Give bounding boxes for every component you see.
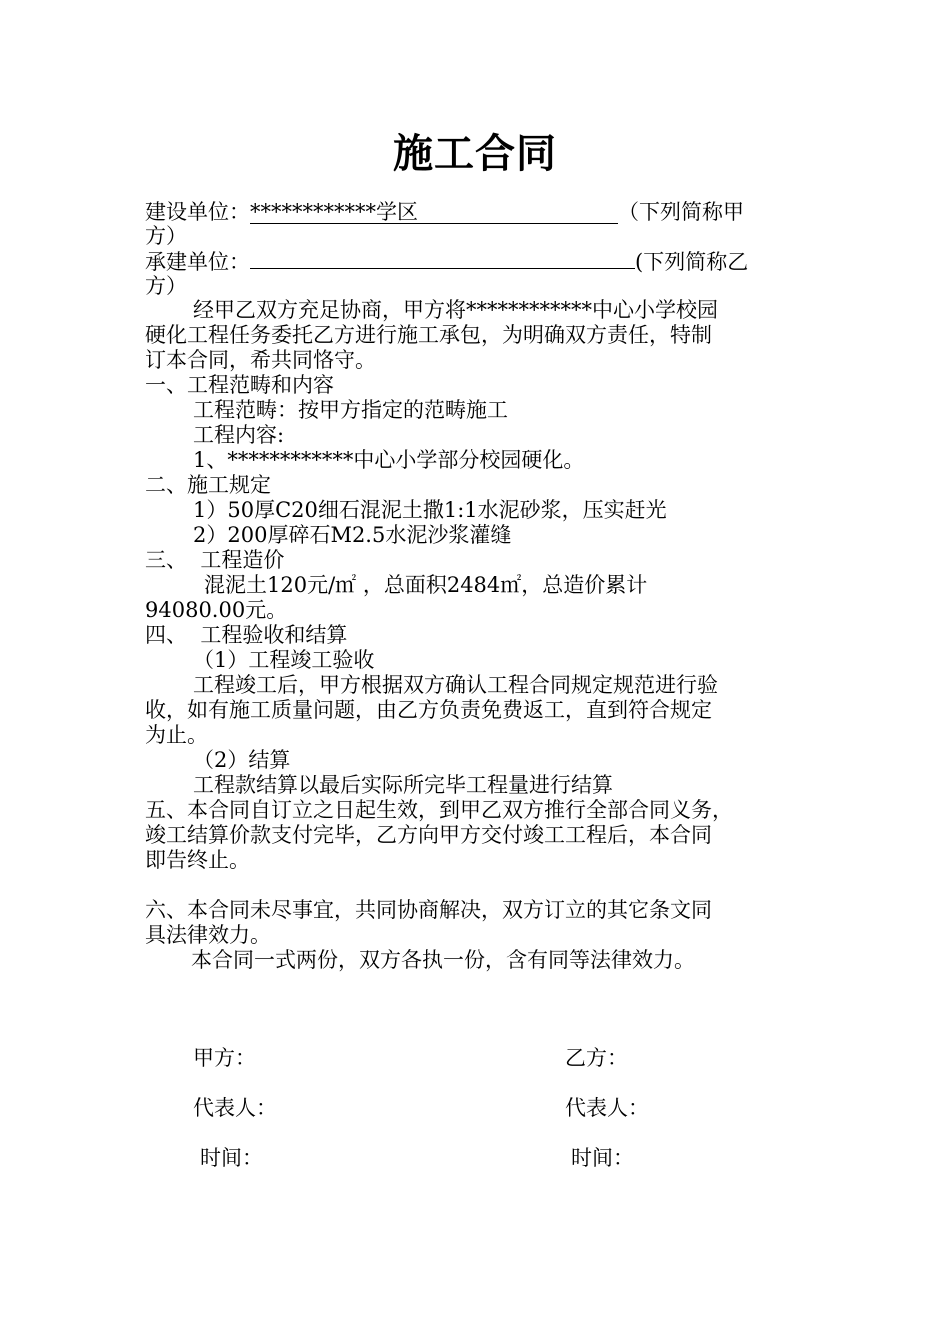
document-title: 施工合同: [393, 130, 557, 177]
signature-rep-a: 代表人：: [193, 1096, 277, 1120]
body-line: 工程竣工后，甲方根据双方确认工程合同规定规范进行验: [193, 673, 718, 697]
body-line: 订本合同，希共同恪守。: [145, 348, 376, 372]
party-a-name-field: [250, 201, 618, 224]
body-line: 1、************中心小学部分校园硬化。: [193, 448, 585, 472]
body-line: 本合同一式两份，双方各执一份，含有同等法律效力。: [191, 948, 695, 972]
body-line: （2）结算: [193, 748, 291, 772]
body-line: 混泥土120元/㎡ ，总面积2484㎡，总造价累计: [204, 573, 648, 597]
body-line: （1）工程竣工验收: [193, 648, 375, 672]
body-line: 竣工结算价款支付完毕，乙方向甲方交付竣工工程后，本合同: [145, 823, 712, 847]
body-line: 工程内容:: [193, 423, 285, 447]
body-line: 即告终止。: [145, 848, 250, 872]
party-b-line: [145, 250, 748, 274]
signature-date-b: 时间：: [571, 1146, 634, 1170]
section-heading: 六、本合同未尽事宜，共同协商解决，双方订立的其它条文同: [145, 898, 712, 922]
signature-party-b: 乙方：: [565, 1046, 628, 1070]
section-heading: 四、 工程验收和结算: [145, 623, 348, 647]
signature-rep-b: 代表人：: [565, 1096, 649, 1120]
body-line: 工程范畴：按甲方指定的范畴施工: [193, 398, 508, 422]
body-line: 94080.00元。: [145, 598, 288, 622]
body-line: 2）200厚碎石M2.5水泥沙浆灌缝: [193, 523, 512, 547]
party-a-suffix-cont: 方）: [145, 224, 187, 248]
section-heading: 一、工程范畴和内容: [145, 373, 334, 397]
body-line: 具法律效力。: [145, 923, 271, 947]
party-b-label: 承建单位：: [145, 250, 250, 274]
party-b-name-field: [250, 268, 635, 269]
party-a-suffix: （下列简称甲: [618, 200, 744, 224]
party-b-suffix: (下列简称乙: [635, 250, 749, 274]
section-heading: 三、 工程造价: [145, 548, 285, 572]
body-line: 1）50厚C20细石混泥土撒1:1水泥砂浆，压实赶光: [193, 498, 667, 522]
body-line: 收，如有施工质量问题，由乙方负责免费返工，直到符合规定: [145, 698, 712, 722]
body-line: 工程款结算以最后实际所完毕工程量进行结算: [193, 773, 613, 797]
section-heading: 二、施工规定: [145, 473, 271, 497]
signature-date-a: 时间：: [200, 1146, 263, 1170]
body-line: 经甲乙双方充足协商，甲方将************中心小学校园: [193, 298, 718, 322]
section-heading: 五、本合同自订立之日起生效，到甲乙双方推行全部合同义务，: [145, 798, 733, 822]
signature-party-a: 甲方：: [193, 1046, 256, 1070]
party-a-label: 建设单位：: [145, 200, 250, 224]
party-b-suffix-cont: 方）: [145, 274, 187, 298]
body-line: 为止。: [145, 723, 208, 747]
party-a-line: [145, 200, 744, 224]
party-a-name: ************学区: [250, 200, 418, 224]
body-line: 硬化工程任务委托乙方进行施工承包，为明确双方责任，特制: [145, 323, 712, 347]
